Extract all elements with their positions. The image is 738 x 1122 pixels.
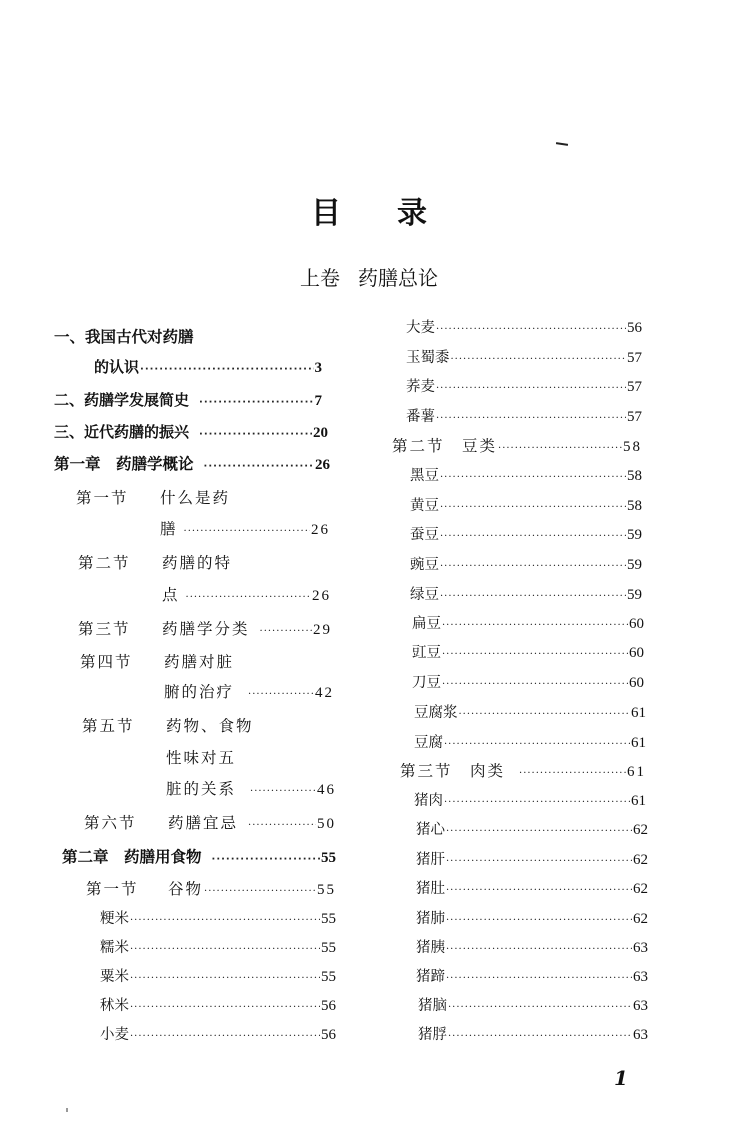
title-char-2: 录: [397, 196, 427, 231]
dot-leader: [130, 940, 320, 960]
toc-entry-label: 脏的关系: [166, 780, 237, 798]
toc-entry-label: 猪肉: [414, 793, 443, 809]
toc-item-entry[interactable]: [416, 879, 648, 901]
toc-page-number: 55: [321, 940, 336, 956]
section-number: 第一节: [86, 880, 139, 898]
toc-entry-label: 豆腐: [414, 735, 443, 751]
toc-page-number: 57: [627, 379, 642, 395]
section-number: 第四节: [80, 653, 133, 671]
dot-leader: [440, 557, 626, 577]
dot-leader: [446, 911, 632, 931]
toc-entry-label: 粟米: [100, 969, 129, 985]
toc-entry-label: 糯米: [100, 940, 129, 956]
dot-leader: [444, 735, 630, 755]
toc-entry-line: 性味对五: [166, 749, 237, 767]
toc-entry-label: 猪心: [416, 822, 445, 838]
dot-leader: [248, 816, 316, 836]
dot-leader: [451, 350, 627, 370]
dot-leader: [440, 527, 626, 547]
toc-page-number: 63: [633, 998, 648, 1014]
dot-leader: [446, 969, 632, 989]
toc-entry[interactable]: [164, 682, 334, 705]
toc-entry-label: 二、药膳学发展简史: [54, 391, 190, 409]
toc-page-number: 56: [321, 998, 336, 1014]
dot-leader: [130, 1027, 320, 1047]
toc-entry-label: 猪蹄: [416, 969, 445, 985]
dot-leader: [440, 498, 626, 518]
toc-page-number: 57: [627, 350, 642, 366]
section-number: 第一节: [76, 489, 129, 507]
toc-page-number: 60: [629, 675, 644, 691]
toc-page-number: 61: [627, 764, 646, 780]
volume-label: 上卷: [300, 266, 340, 290]
toc-entry-label: 豆腐浆: [414, 705, 458, 721]
toc-item-entry[interactable]: [412, 643, 644, 665]
dot-leader: [260, 622, 312, 642]
toc-entry-label: 的认识: [94, 358, 140, 376]
toc-page-number: 61: [631, 705, 646, 721]
toc-entry-label: 玉蜀黍: [406, 350, 450, 366]
toc-item-entry[interactable]: [410, 555, 642, 577]
toc-entry-label: 猪肝: [416, 852, 445, 868]
toc-item-entry[interactable]: [414, 791, 646, 813]
toc-entry-label: 大麦: [406, 320, 435, 336]
toc-entry[interactable]: [168, 879, 336, 902]
toc-item-entry[interactable]: [100, 909, 336, 931]
toc-page-number: 61: [631, 735, 646, 751]
toc-entry[interactable]: [94, 357, 322, 380]
dot-leader: [448, 998, 632, 1018]
toc-entry-line: 药物、食物: [166, 717, 254, 735]
toc-page-number: 56: [627, 320, 642, 336]
toc-item-entry[interactable]: [406, 377, 642, 399]
toc-entry[interactable]: [166, 779, 336, 802]
toc-chapter-entry[interactable]: [54, 454, 330, 477]
toc-entry-label: 猪肺: [416, 911, 445, 927]
toc-item-entry[interactable]: [100, 938, 336, 960]
toc-page-number: 55: [317, 882, 336, 898]
toc-item-entry[interactable]: [416, 850, 648, 872]
toc-page-number: 58: [623, 439, 642, 455]
toc-page-number: 59: [627, 557, 642, 573]
section-number: 第六节: [84, 814, 137, 832]
toc-entry-label: 黑豆: [410, 468, 439, 484]
toc-entry[interactable]: [160, 519, 330, 542]
toc-page-number: 60: [629, 616, 644, 632]
toc-page-number: 58: [627, 468, 642, 484]
dot-leader: [446, 881, 632, 901]
dot-leader: [250, 782, 316, 802]
toc-entry[interactable]: [54, 422, 328, 445]
toc-item-entry[interactable]: [410, 585, 642, 607]
toc-item-entry[interactable]: [100, 996, 336, 1018]
toc-item-entry[interactable]: [406, 348, 642, 370]
toc-entry-label: 豌豆: [410, 557, 439, 573]
toc-page-number: 57: [627, 409, 642, 425]
toc-item-entry[interactable]: [410, 525, 642, 547]
toc-entry[interactable]: [168, 813, 336, 836]
toc-entry-label: 第二章 药膳用食物: [62, 848, 202, 866]
toc-page-number: 62: [633, 852, 648, 868]
toc-item-entry[interactable]: [410, 466, 642, 488]
toc-item-entry[interactable]: [100, 1025, 336, 1047]
dot-leader: [459, 705, 631, 725]
toc-page-number: 50: [317, 816, 336, 832]
toc-item-entry[interactable]: [414, 703, 646, 725]
toc-entry-label: 绿豆: [410, 587, 439, 603]
toc-entry-line: 一、我国古代对药膳: [54, 328, 194, 346]
toc-entry-label: 蚕豆: [410, 527, 439, 543]
toc-page-number: 7: [314, 393, 322, 409]
dot-leader: [248, 685, 314, 705]
dot-leader: [436, 320, 626, 340]
toc-item-entry[interactable]: [416, 938, 648, 960]
title-char-1: 目: [311, 196, 341, 231]
toc-entry-label: 猪胰: [416, 940, 445, 956]
toc-entry-label: 点: [162, 586, 180, 604]
toc-entry-label: 第一章 药膳学概论: [54, 455, 194, 473]
dot-leader: [446, 940, 632, 960]
dot-leader: [446, 822, 632, 842]
toc-page-number: 26: [311, 522, 330, 538]
toc-item-entry[interactable]: [412, 673, 644, 695]
toc-item-entry[interactable]: [416, 909, 648, 931]
toc-item-entry[interactable]: [100, 967, 336, 989]
toc-entry-label: 豇豆: [412, 645, 441, 661]
page-title: [0, 188, 738, 232]
section-number: 第五节: [82, 717, 135, 735]
toc-item-entry[interactable]: [406, 318, 642, 340]
toc-page-number: 3: [314, 360, 322, 376]
toc-page-number: 26: [312, 588, 331, 604]
toc-entry-label: 刀豆: [412, 675, 441, 691]
volume-name: 药膳总论: [358, 266, 438, 290]
dot-leader: [140, 360, 313, 380]
section-number: 第三节: [78, 620, 131, 638]
toc-entry-label: 小麦: [100, 1027, 129, 1043]
toc-entry-label: 谷物: [168, 880, 204, 898]
dot-leader: [444, 793, 630, 813]
toc-entry[interactable]: [54, 390, 322, 413]
toc-page-number: 62: [633, 822, 648, 838]
toc-entry-label: 黄豆: [410, 498, 439, 514]
toc-entry-label: 番薯: [406, 409, 435, 425]
toc-item-entry[interactable]: [418, 996, 648, 1018]
page-number: 1: [614, 1066, 628, 1090]
toc-entry-label: 第二节 豆类: [392, 437, 498, 455]
toc-page-number: 63: [633, 940, 648, 956]
toc-entry-label: 秫米: [100, 998, 129, 1014]
dot-leader: [199, 393, 313, 413]
toc-page-number: 42: [315, 685, 334, 701]
toc-entry-label: 三、近代药膳的振兴: [54, 423, 190, 441]
toc-entry-label: 荞麦: [406, 379, 435, 395]
dot-leader: [130, 998, 320, 1018]
dot-leader: [519, 764, 626, 784]
toc-entry-line: 什么是药: [160, 489, 231, 507]
dot-leader: [440, 587, 626, 607]
toc-page-number: 20: [313, 425, 328, 441]
dot-leader: [130, 969, 320, 989]
dot-leader: [442, 645, 628, 665]
toc-item-entry[interactable]: [416, 967, 648, 989]
toc-entry-label: 腑的治疗: [164, 683, 235, 701]
dot-leader: [442, 675, 628, 695]
toc-item-entry[interactable]: [406, 407, 642, 429]
dot-leader: [446, 852, 632, 872]
toc-page-number: 55: [321, 911, 336, 927]
toc-entry-label: 猪脑: [418, 998, 447, 1014]
toc-entry[interactable]: [162, 619, 332, 642]
toc-item-entry[interactable]: [410, 496, 642, 518]
dot-leader: [442, 616, 628, 636]
toc-page-number: 29: [313, 622, 332, 638]
scan-mark: [66, 1108, 68, 1112]
toc-entry-label: 猪脬: [418, 1027, 447, 1043]
toc-page-number: 63: [633, 969, 648, 985]
dot-leader: [184, 522, 310, 542]
toc-page-number: 63: [633, 1027, 648, 1043]
volume-subtitle: [0, 262, 738, 291]
dot-leader: [440, 468, 626, 488]
dot-leader: [436, 379, 626, 399]
dot-leader: [498, 439, 622, 459]
toc-entry-label: 膳: [160, 520, 178, 538]
toc-page-number: 56: [321, 1027, 336, 1043]
toc-page-number: 26: [315, 457, 330, 473]
toc-entry[interactable]: [162, 585, 331, 608]
toc-entry-label: 扁豆: [412, 616, 441, 632]
scan-speck: [556, 142, 568, 146]
dot-leader: [130, 911, 320, 931]
dot-leader: [199, 425, 312, 445]
dot-leader: [204, 457, 314, 477]
toc-page-number: 62: [633, 911, 648, 927]
dot-leader: [186, 588, 311, 608]
toc-entry-label: 第三节 肉类: [400, 762, 506, 780]
toc-page-number: 58: [627, 498, 642, 514]
toc-entry-line: 药膳的特: [162, 554, 233, 572]
toc-chapter-entry[interactable]: [62, 847, 336, 870]
toc-entry-label: 药膳宜忌: [168, 814, 239, 832]
toc-page-number: 59: [627, 527, 642, 543]
toc-page-number: 62: [633, 881, 648, 897]
dot-leader: [436, 409, 626, 429]
toc-item-entry[interactable]: [418, 1025, 648, 1047]
toc-page-number: 55: [321, 850, 336, 866]
toc-page-number: 55: [321, 969, 336, 985]
dot-leader: [204, 882, 316, 902]
toc-entry-label: 药膳学分类: [162, 620, 250, 638]
toc-page-number: 61: [631, 793, 646, 809]
toc-item-entry[interactable]: [412, 614, 644, 636]
toc-item-entry[interactable]: [416, 820, 648, 842]
toc-page-number: 46: [317, 782, 336, 798]
dot-leader: [212, 850, 320, 870]
section-number: 第二节: [78, 554, 131, 572]
toc-section-entry[interactable]: [392, 436, 642, 459]
dot-leader: [448, 1027, 632, 1047]
toc-entry-label: 粳米: [100, 911, 129, 927]
toc-page-number: 60: [629, 645, 644, 661]
toc-item-entry[interactable]: [414, 733, 646, 755]
toc-entry-line: 药膳对脏: [164, 653, 235, 671]
toc-page-number: 59: [627, 587, 642, 603]
toc-entry-label: 猪肚: [416, 881, 445, 897]
toc-section-entry[interactable]: [400, 761, 646, 784]
